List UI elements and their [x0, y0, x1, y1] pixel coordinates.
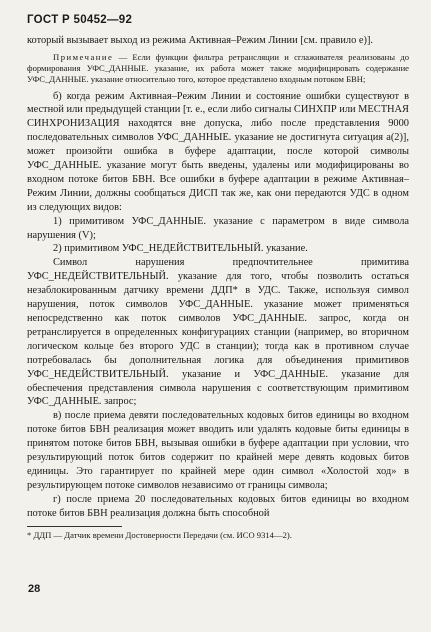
standard-header: ГОСТ Р 50452—92	[27, 14, 133, 26]
footnote-divider	[27, 526, 122, 527]
note-text: — Если функции фильтра ретрансляции и сглаживателя реализованы до формирования УФС_ДАННЫЕ. указание, их работа может также модифицировать содержание УФС_ДАННЫЕ. указание относительно того, которое представлено входным потоком БВН;	[27, 51, 409, 85]
footnote: * ДДП — Датчик времени Достоверности Передачи (см. ИСО 9314—2).	[27, 529, 292, 540]
note-label: Примечание	[53, 51, 114, 62]
paragraph-g: г) после приема 20 последовательных кодовых битов единицы во входном потоке битов БВН реализация должна быть способной	[27, 493, 409, 519]
page-number: 28	[28, 583, 41, 595]
document-page	[27, 14, 409, 541]
list-item-1: 1) примитивом УФС_ДАННЫЕ. указание с параметром в виде символа нарушения (V);	[27, 215, 409, 241]
paragraph-continuation: который вызывает выход из режима Активная–Режим Линии [см. правило е)].	[27, 35, 374, 46]
note-block	[27, 52, 409, 86]
paragraph-v: в) после приема девяти последовательных кодовых битов единицы во входном потоке битов БВН реализация может вводить или удалять кодовые биты единицы в принятом потоке битов БВН, вызывая ошибки в буфере адаптации при условии, что результирующий поток битов содержит по крайней мере девять кодовых битов единицы. Это гарантирует по крайней мере один символ «Холостой ход» в результирующем потоке символов независимо от границы символа;	[27, 410, 409, 491]
paragraph-violation-symbol: Символ нарушения предпочтительнее примитива УФС_НЕДЕЙСТВИТЕЛЬНЫЙ. указание для того, чтобы позволить остаться незаблокированным датчику времени ДДП* в УДС. Также, используя символ нарушения, поток символов УФС_ДАННЫЕ. указание может применяться непосредственно как поток символов УФС_ДАННЫЕ. запрос, когда он ретранслируется в определенных конфигурациях станции (например, во вторичном логическом кольце без второго УДС в станции); тогда как в противном случае потребовалась бы дополнительная логика для объединения примитивов УФС_НЕДЕЙСТВИТЕЛЬНЫЙ. указание и УФС_ДАННЫЕ. указание для обеспечения представления символа нарушения с соответствующим примитивом УФС_ДАННЫЕ. запрос;	[27, 257, 409, 408]
paragraph-b: б) когда режим Активная–Режим Линии и состояние ошибки существуют в местной или предыдущей станции [т. е., если либо сигналы СИНХПР или МЕСТНАЯ СИНХРОНИЗАЦИЯ находятся вне допуска, либо после представления 9000 последовательных символов УФС_ДАННЫЕ. указание не достигнута ситуация а(2)], может произойти ошибка в буфере адаптации, после которой символы УФС_ДАННЫЕ. указание могут быть введены, удалены или модифицированы во входном потоке битов БВН. Все ошибки в буфере адаптации в режиме Активная–Режим Линии, должны сообщаться ДИСП так же, как они передаются УДС в одном из следующих видов:	[27, 90, 409, 213]
list-item-2: 2) примитивом УФС_НЕДЕЙСТВИТЕЛЬНЫЙ. указание.	[53, 243, 308, 255]
